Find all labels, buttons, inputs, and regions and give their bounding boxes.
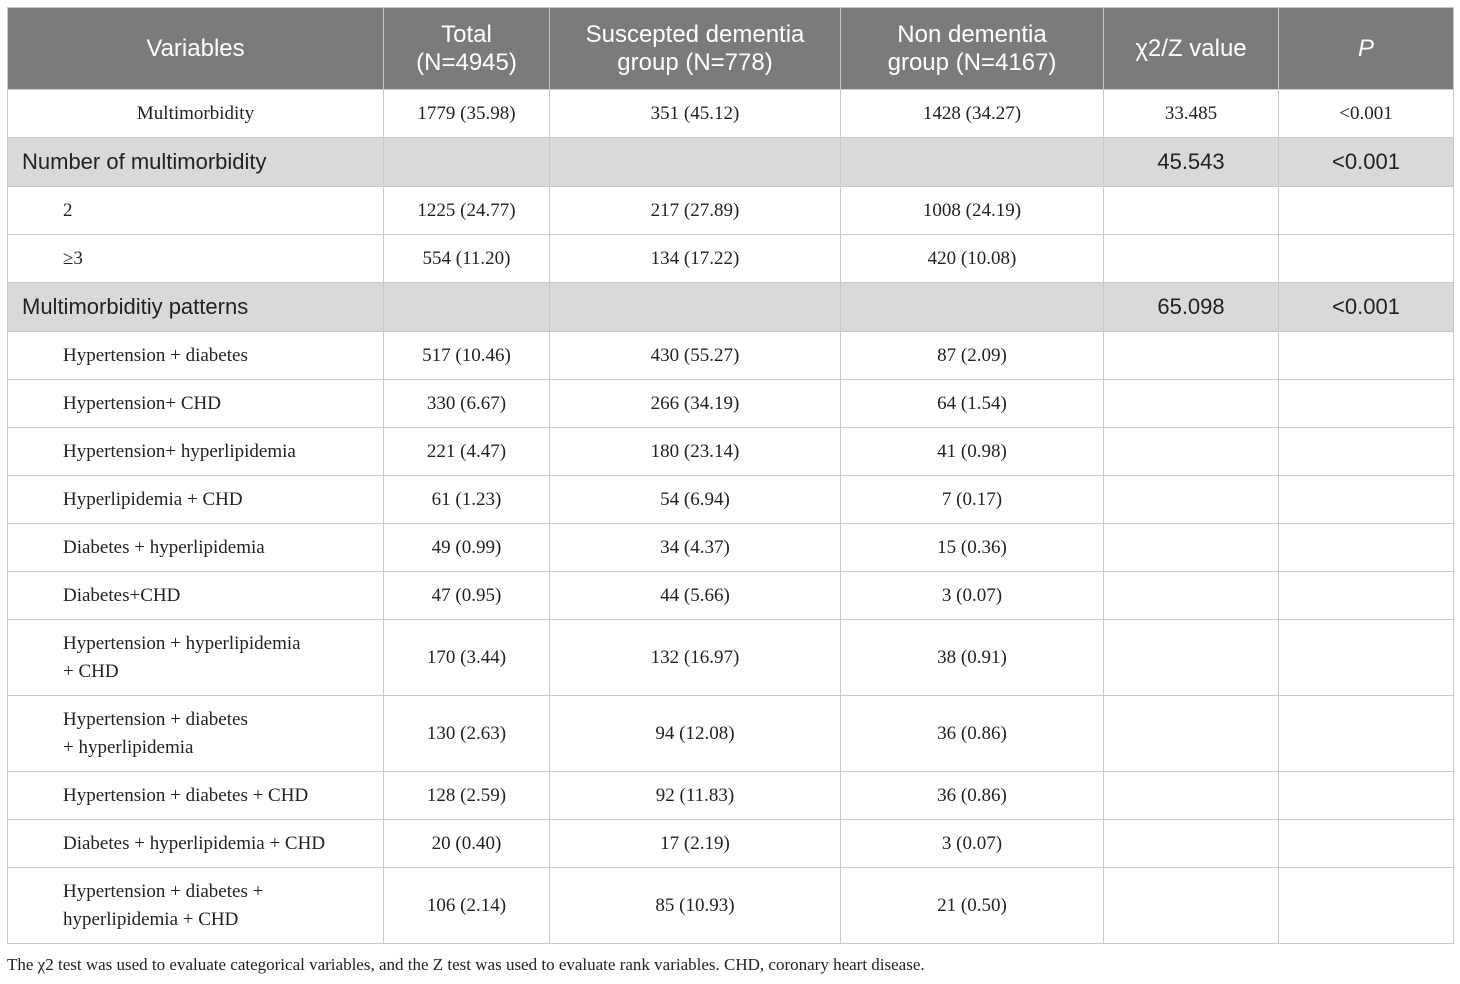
table-footnote: The χ2 test was used to evaluate categorical variables, and the Z test was used to evaluate rank variables. CHD, coronary heart disease. — [7, 955, 925, 974]
cell-total: 49 (0.99) — [384, 524, 550, 572]
table-row — [8, 476, 1454, 524]
cell-p — [1279, 187, 1454, 235]
cell-non: 87 (2.09) — [841, 332, 1104, 380]
cell-p — [1279, 524, 1454, 572]
cell-non: 41 (0.98) — [841, 428, 1104, 476]
row-label: Hypertension+ hyperlipidemia — [8, 428, 384, 476]
cell-non — [841, 283, 1104, 332]
cell-non: 420 (10.08) — [841, 235, 1104, 283]
header-non-line1: Non dementia — [897, 20, 1047, 48]
cell-total: 517 (10.46) — [384, 332, 550, 380]
cell-p — [1279, 235, 1454, 283]
row-label — [8, 620, 384, 696]
table-row — [8, 696, 1454, 772]
cell-stat — [1104, 476, 1279, 524]
table-row — [8, 90, 1454, 138]
cell-suspected: 85 (10.93) — [550, 868, 841, 944]
cell-total: 20 (0.40) — [384, 820, 550, 868]
row-label-line1: Hypertension + diabetes + — [63, 880, 264, 902]
section-row — [8, 138, 1454, 187]
cell-suspected: 94 (12.08) — [550, 696, 841, 772]
cell-suspected: 180 (23.14) — [550, 428, 841, 476]
cell-total: 106 (2.14) — [384, 868, 550, 944]
section-label: Multimorbiditiy patterns — [8, 283, 384, 332]
cell-total: 170 (3.44) — [384, 620, 550, 696]
row-label: Hypertension + diabetes + CHD — [8, 772, 384, 820]
header-row — [8, 8, 1454, 90]
table-row — [8, 772, 1454, 820]
cell-suspected — [550, 283, 841, 332]
cell-suspected: 430 (55.27) — [550, 332, 841, 380]
row-label-line1: Hypertension + hyperlipidemia — [63, 632, 301, 654]
header-stat: χ2/Z value — [1104, 8, 1279, 90]
cell-non: 15 (0.36) — [841, 524, 1104, 572]
cell-non: 3 (0.07) — [841, 572, 1104, 620]
header-total — [384, 8, 550, 90]
row-label: ≥3 — [8, 235, 384, 283]
table-row — [8, 235, 1454, 283]
cell-stat: 65.098 — [1104, 283, 1279, 332]
table-row — [8, 380, 1454, 428]
cell-p: <0.001 — [1279, 138, 1454, 187]
cell-p — [1279, 868, 1454, 944]
cell-total: 221 (4.47) — [384, 428, 550, 476]
table-row — [8, 868, 1454, 944]
cell-suspected: 134 (17.22) — [550, 235, 841, 283]
cell-non: 3 (0.07) — [841, 820, 1104, 868]
cell-non: 7 (0.17) — [841, 476, 1104, 524]
cell-stat — [1104, 868, 1279, 944]
cell-total: 1225 (24.77) — [384, 187, 550, 235]
cell-p — [1279, 476, 1454, 524]
cell-total — [384, 283, 550, 332]
header-suspected-line2: group (N=778) — [617, 48, 773, 76]
cell-suspected: 351 (45.12) — [550, 90, 841, 138]
header-variables: Variables — [8, 8, 384, 90]
row-label-line2: hyperlipidemia + CHD — [63, 908, 239, 930]
cell-non: 1428 (34.27) — [841, 90, 1104, 138]
cell-p — [1279, 696, 1454, 772]
row-label: Multimorbidity — [8, 90, 384, 138]
cell-p — [1279, 620, 1454, 696]
cell-suspected: 34 (4.37) — [550, 524, 841, 572]
cell-stat — [1104, 696, 1279, 772]
header-total-line1: Total — [441, 20, 492, 48]
row-label — [8, 696, 384, 772]
cell-total — [384, 138, 550, 187]
row-label: 2 — [8, 187, 384, 235]
cell-stat — [1104, 235, 1279, 283]
cell-total: 1779 (35.98) — [384, 90, 550, 138]
cell-suspected: 44 (5.66) — [550, 572, 841, 620]
row-label — [8, 868, 384, 944]
cell-suspected: 92 (11.83) — [550, 772, 841, 820]
cell-stat — [1104, 572, 1279, 620]
cell-p — [1279, 380, 1454, 428]
cell-suspected — [550, 138, 841, 187]
row-label: Hyperlipidemia + CHD — [8, 476, 384, 524]
row-label-line2: + CHD — [63, 660, 119, 682]
table-row — [8, 620, 1454, 696]
table-row — [8, 524, 1454, 572]
cell-stat — [1104, 380, 1279, 428]
cell-total: 554 (11.20) — [384, 235, 550, 283]
cell-stat: 45.543 — [1104, 138, 1279, 187]
cell-p — [1279, 820, 1454, 868]
multimorbidity-table — [7, 7, 1454, 944]
cell-stat — [1104, 524, 1279, 572]
cell-non: 38 (0.91) — [841, 620, 1104, 696]
row-label-line1: Hypertension + diabetes — [63, 708, 248, 730]
section-label: Number of multimorbidity — [8, 138, 384, 187]
cell-suspected: 266 (34.19) — [550, 380, 841, 428]
row-label: Diabetes+CHD — [8, 572, 384, 620]
cell-p: <0.001 — [1279, 90, 1454, 138]
cell-p: <0.001 — [1279, 283, 1454, 332]
cell-stat — [1104, 187, 1279, 235]
table-row — [8, 187, 1454, 235]
table-row — [8, 332, 1454, 380]
row-label: Diabetes + hyperlipidemia + CHD — [8, 820, 384, 868]
cell-total: 130 (2.63) — [384, 696, 550, 772]
cell-p — [1279, 772, 1454, 820]
section-row — [8, 283, 1454, 332]
cell-suspected: 17 (2.19) — [550, 820, 841, 868]
header-p: P — [1279, 8, 1454, 90]
cell-stat — [1104, 772, 1279, 820]
cell-non: 36 (0.86) — [841, 772, 1104, 820]
table-row — [8, 820, 1454, 868]
header-non-line2: group (N=4167) — [887, 48, 1057, 76]
cell-non: 36 (0.86) — [841, 696, 1104, 772]
cell-stat — [1104, 620, 1279, 696]
cell-stat — [1104, 820, 1279, 868]
row-label: Diabetes + hyperlipidemia — [8, 524, 384, 572]
header-suspected — [550, 8, 841, 90]
cell-total: 61 (1.23) — [384, 476, 550, 524]
cell-suspected: 54 (6.94) — [550, 476, 841, 524]
cell-total: 128 (2.59) — [384, 772, 550, 820]
cell-non: 1008 (24.19) — [841, 187, 1104, 235]
cell-p — [1279, 332, 1454, 380]
row-label-line2: + hyperlipidemia — [63, 736, 194, 758]
table-row — [8, 428, 1454, 476]
cell-total: 47 (0.95) — [384, 572, 550, 620]
cell-non: 21 (0.50) — [841, 868, 1104, 944]
cell-suspected: 132 (16.97) — [550, 620, 841, 696]
cell-non — [841, 138, 1104, 187]
header-non-dementia — [841, 8, 1104, 90]
cell-p — [1279, 428, 1454, 476]
row-label: Hypertension + diabetes — [8, 332, 384, 380]
header-suspected-line1: Suscepted dementia — [585, 20, 805, 48]
cell-stat — [1104, 332, 1279, 380]
header-total-line2: (N=4945) — [416, 48, 517, 76]
cell-non: 64 (1.54) — [841, 380, 1104, 428]
row-label: Hypertension+ CHD — [8, 380, 384, 428]
cell-stat: 33.485 — [1104, 90, 1279, 138]
cell-stat — [1104, 428, 1279, 476]
cell-p — [1279, 572, 1454, 620]
cell-total: 330 (6.67) — [384, 380, 550, 428]
table-row — [8, 572, 1454, 620]
cell-suspected: 217 (27.89) — [550, 187, 841, 235]
